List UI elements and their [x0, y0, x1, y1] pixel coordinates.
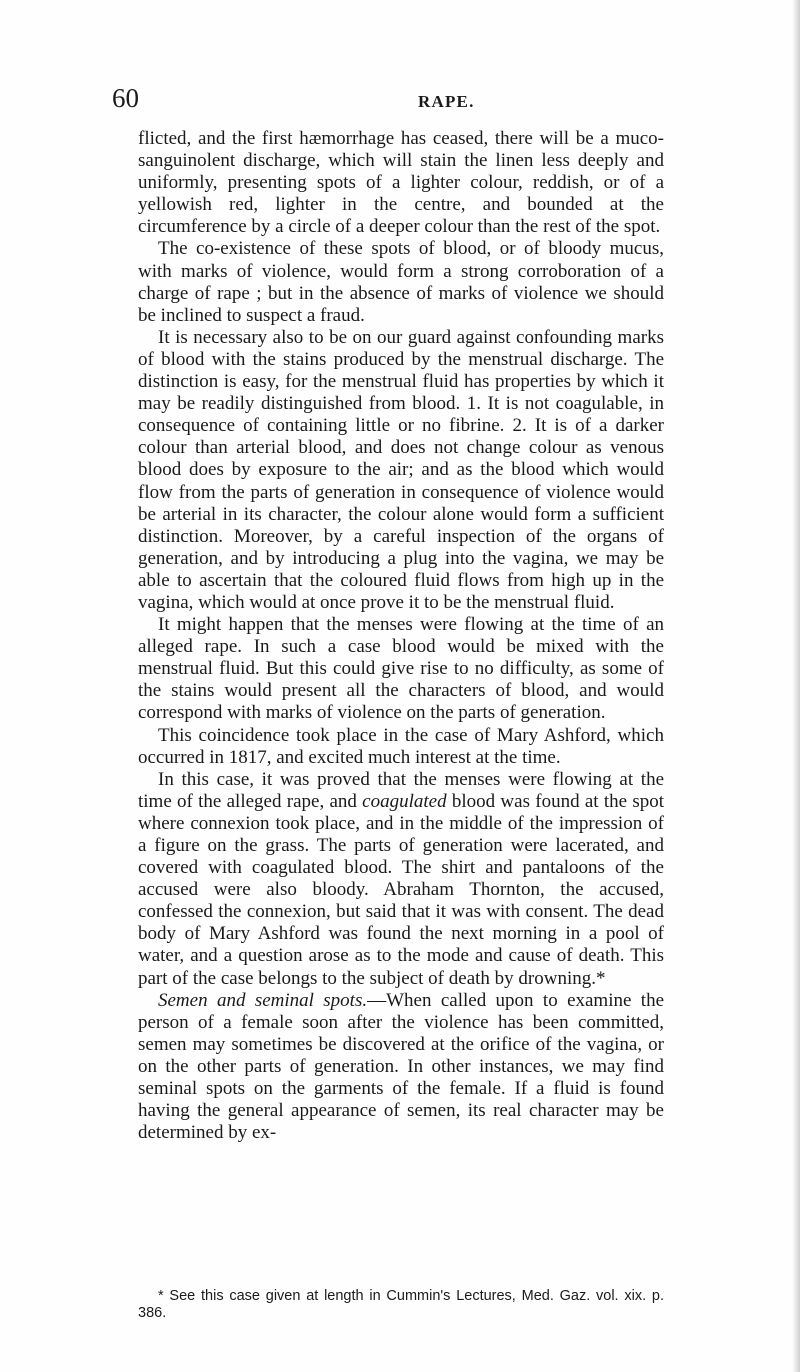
paragraph: The co-existence of these spots of blood, or of bloody mucus, with marks of violence, would form a strong corroboration of a charge of rape ; but in the absence of marks of violence we should be inclined to suspect a fraud. [138, 238, 664, 326]
paragraph [138, 990, 664, 1145]
paragraph-text: —When called upon to examine the person of a female soon after the violence has been committed, semen may sometimes be discovered at the orifice of the vagina, or on the other parts of generation. In other instances, we may find seminal spots on the garments of the female. If a fluid is found having the general appearance of semen, its real character may be determined by ex- [138, 989, 664, 1144]
running-title: RAPE. [418, 92, 475, 111]
paragraph: flicted, and the first hæmorrhage has ceased, there will be a muco-sanguinolent discharge, which will stain the linen less deeply and uniformly, presenting spots of a lighter colour, reddish, or of a yellowish red, lighter in the centre, and bounded at the circumference by a circle of a deeper colour than the rest of the spot. [138, 128, 664, 238]
paragraph: This coincidence took place in the case of Mary Ashford, which occurred in 1817, and excited much interest at the time. [138, 724, 664, 768]
paragraph-text: In this case, it was proved that the menses were flowing at the time of the alleged rape, and [138, 768, 664, 812]
paragraph-text: blood was found at the spot where connexion took place, and in the middle of the impression of a figure on the grass. The parts of generation were lacerated, and covered with coagulated blood. The shirt and pantaloons of the accused were also bloody. Abraham Thornton, the accused, confessed the connexion, but said that it was with consent. The dead body of Mary Ashford was found the next morning in a pool of water, and a question arose as to the mode and cause of death. This part of the case belongs to the subject of death by drowning.* [138, 790, 664, 989]
paragraph: It might happen that the menses were flowing at the time of an alleged rape. In such a case blood would be mixed with the menstrual fluid. But this could give rise to no difficulty, as some of the stains would present all the characters of blood, and would correspond with marks of violence on the parts of generation. [138, 614, 664, 724]
paragraph: It is necessary also to be on our guard against confounding marks of blood with the stains produced by the menstrual discharge. The distinction is easy, for the menstrual fluid has properties by which it may be readily distinguished from blood. 1. It is not coagulable, in consequence of containing little or no fibrine. 2. It is of a darker colour than arterial blood, and does not change colour as venous blood does by exposure to the air; and as the blood which would flow from the parts of generation in consequence of violence would be arterial in its character, the colour alone would form a sufficient distinction. Moreover, by a careful inspection of the organs of generation, and by introducing a plug into the vagina, we may be able to ascertain that the coloured fluid flows from high up in the vagina, which would at once prove it to be the menstrual fluid. [138, 326, 664, 613]
page-number: 60 [112, 83, 139, 113]
page-header [112, 84, 672, 116]
emphasized-word: coagulated [362, 790, 447, 812]
footnote: * See this case given at length in Cummin's Lectures, Med. Gaz. vol. xix. p. 386. [138, 1288, 664, 1321]
page-edge-shadow [792, 0, 800, 1372]
paragraph [138, 769, 664, 990]
body-text [138, 128, 664, 1144]
section-lead-in: Semen and seminal spots. [158, 989, 368, 1011]
